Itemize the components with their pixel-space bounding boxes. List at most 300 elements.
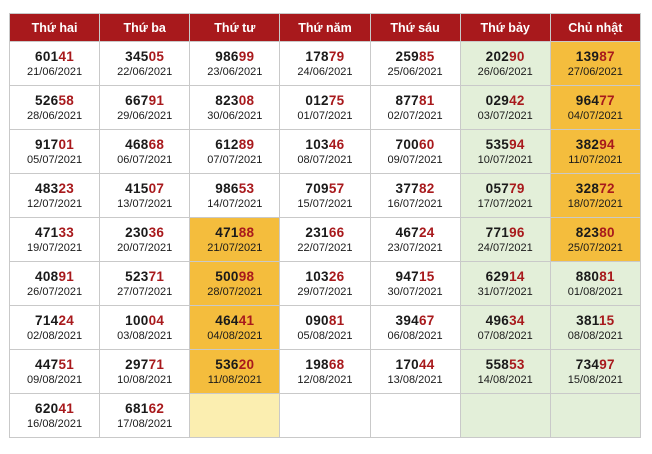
result-number-prefix: 170: [395, 357, 419, 372]
result-cell: [550, 350, 640, 394]
result-number-prefix: 464: [215, 313, 239, 328]
result-cell: [280, 350, 370, 394]
result-number-last-two: 79: [328, 49, 345, 64]
result-date: 03/07/2021: [477, 110, 533, 122]
result-number: [190, 312, 279, 329]
result-cell: [370, 174, 460, 218]
result-number-prefix: 483: [35, 181, 59, 196]
result-number-prefix: 259: [395, 49, 419, 64]
result-date: 10/08/2021: [117, 374, 173, 386]
result-date: 18/07/2021: [567, 198, 623, 210]
result-cell: [370, 218, 460, 262]
result-number-prefix: 601: [35, 49, 59, 64]
result-date: 27/07/2021: [117, 286, 173, 298]
result-cell: [10, 350, 100, 394]
table-row: [10, 218, 641, 262]
result-date: 15/07/2021: [297, 198, 353, 210]
result-number-prefix: 523: [125, 269, 149, 284]
result-cell: [280, 86, 370, 130]
result-date: 06/07/2021: [117, 154, 173, 166]
header-row: [10, 14, 641, 42]
result-cell: [370, 394, 460, 438]
result-number: [551, 356, 640, 373]
result-date: 24/06/2021: [297, 66, 353, 78]
result-number-last-two: 75: [328, 93, 345, 108]
result-date: 26/06/2021: [477, 66, 533, 78]
result-number-prefix: 823: [575, 225, 600, 240]
result-number-last-two: 57: [328, 181, 345, 196]
result-date: 04/08/2021: [207, 330, 263, 342]
result-date: 03/08/2021: [117, 330, 173, 342]
result-number-last-two: 07: [148, 181, 165, 196]
result-number-last-two: 15: [418, 269, 435, 284]
result-number-last-two: 82: [418, 181, 435, 196]
result-number-last-two: 26: [328, 269, 345, 284]
result-number-last-two: 14: [509, 269, 525, 284]
result-number: [461, 48, 550, 65]
result-cell: [100, 42, 190, 86]
result-number: [280, 224, 369, 241]
result-number-last-two: 81: [599, 269, 615, 284]
result-number: [371, 136, 460, 153]
result-number-last-two: 71: [148, 269, 165, 284]
result-number-last-two: 41: [58, 49, 75, 64]
result-number: [10, 92, 99, 109]
result-number-last-two: 01: [58, 137, 75, 152]
result-number-last-two: 97: [599, 357, 615, 372]
result-date: 16/08/2021: [27, 418, 83, 430]
result-number: [190, 356, 279, 373]
result-number-prefix: 103: [305, 137, 329, 152]
result-date: 13/07/2021: [117, 198, 173, 210]
result-date: 17/08/2021: [117, 418, 173, 430]
result-number-last-two: 85: [418, 49, 435, 64]
result-number: [100, 312, 189, 329]
result-number: [371, 268, 460, 285]
result-date: 22/06/2021: [117, 66, 173, 78]
result-date: 02/07/2021: [387, 110, 443, 122]
result-cell: [100, 218, 190, 262]
result-date: 23/07/2021: [387, 242, 443, 254]
result-date: 29/06/2021: [117, 110, 173, 122]
result-cell: [190, 262, 280, 306]
result-number-last-two: 66: [328, 225, 345, 240]
result-number-prefix: 558: [485, 357, 510, 372]
result-number: [551, 48, 640, 65]
result-number: [551, 312, 640, 329]
result-number-last-two: 08: [238, 93, 255, 108]
result-cell: [100, 394, 190, 438]
result-date: 25/06/2021: [387, 66, 443, 78]
result-number-last-two: 04: [148, 313, 165, 328]
result-date: 11/07/2021: [568, 154, 623, 166]
result-number-prefix: 823: [215, 93, 239, 108]
table-row: [10, 350, 641, 394]
header-monday: Thứ hai: [10, 14, 100, 42]
result-number: [10, 268, 99, 285]
result-number-prefix: 090: [305, 313, 329, 328]
result-number-prefix: 986: [215, 49, 239, 64]
result-number: [100, 48, 189, 65]
result-date: 21/07/2021: [207, 242, 263, 254]
result-date: 30/07/2021: [387, 286, 443, 298]
result-date: 28/07/2021: [207, 286, 263, 298]
result-number-prefix: 231: [305, 225, 329, 240]
result-number-last-two: 94: [509, 137, 525, 152]
result-number-last-two: 72: [599, 181, 615, 196]
result-date: 09/08/2021: [27, 374, 83, 386]
result-number: [551, 180, 640, 197]
result-cell: [190, 42, 280, 86]
result-date: 21/06/2021: [27, 66, 83, 78]
result-date: 07/07/2021: [207, 154, 263, 166]
result-cell: [460, 306, 550, 350]
header-saturday: Thứ bảy: [460, 14, 550, 42]
table-row: [10, 262, 641, 306]
result-number: [280, 48, 369, 65]
result-cell: [550, 130, 640, 174]
result-date: 12/07/2021: [27, 198, 83, 210]
result-number-prefix: 198: [305, 357, 329, 372]
result-number-last-two: 68: [328, 357, 345, 372]
result-number-prefix: 880: [575, 269, 600, 284]
result-number-last-two: 53: [238, 181, 255, 196]
result-date: 29/07/2021: [297, 286, 353, 298]
result-cell: [10, 306, 100, 350]
result-number-prefix: 734: [575, 357, 600, 372]
result-cell: [460, 350, 550, 394]
result-date: 14/08/2021: [477, 374, 533, 386]
result-date: 31/07/2021: [477, 286, 533, 298]
result-date: 23/06/2021: [207, 66, 263, 78]
result-number-prefix: 381: [576, 313, 599, 328]
result-number-prefix: 496: [485, 313, 510, 328]
result-number: [551, 92, 640, 109]
result-date: 08/08/2021: [567, 330, 623, 342]
result-cell: [10, 42, 100, 86]
result-number-prefix: 394: [395, 313, 419, 328]
result-date: 04/07/2021: [567, 110, 623, 122]
result-cell: [550, 394, 640, 438]
result-date: 12/08/2021: [297, 374, 353, 386]
header-sunday: Chủ nhật: [550, 14, 640, 42]
result-number-prefix: 377: [395, 181, 419, 196]
result-cell: [10, 130, 100, 174]
result-cell: [190, 218, 280, 262]
result-number: [190, 92, 279, 109]
result-date: 02/08/2021: [27, 330, 83, 342]
result-date: 30/06/2021: [207, 110, 263, 122]
result-number: [10, 312, 99, 329]
result-date: 26/07/2021: [27, 286, 83, 298]
result-date: 28/06/2021: [27, 110, 83, 122]
result-date: 27/06/2021: [567, 66, 623, 78]
result-number-last-two: 71: [148, 357, 165, 372]
result-cell: [460, 42, 550, 86]
header-friday: Thứ sáu: [370, 14, 460, 42]
result-number-last-two: 41: [238, 313, 255, 328]
result-date: 16/07/2021: [387, 198, 443, 210]
result-date: 06/08/2021: [387, 330, 443, 342]
result-number-last-two: 23: [58, 181, 75, 196]
result-number-last-two: 91: [148, 93, 165, 108]
result-date: 11/08/2021: [207, 374, 262, 386]
result-number-last-two: 79: [509, 181, 525, 196]
result-date: 10/07/2021: [477, 154, 533, 166]
result-number-prefix: 468: [125, 137, 149, 152]
result-number: [280, 92, 369, 109]
result-number-last-two: 62: [148, 401, 165, 416]
result-number: [10, 136, 99, 153]
table-row: [10, 394, 641, 438]
result-cell: [370, 130, 460, 174]
result-number: [371, 224, 460, 241]
result-cell: [280, 218, 370, 262]
result-number-last-two: 05: [148, 49, 165, 64]
result-number-prefix: 345: [125, 49, 149, 64]
result-number-prefix: 620: [35, 401, 59, 416]
result-number: [551, 268, 640, 285]
result-number-last-two: 46: [328, 137, 345, 152]
result-number-prefix: 178: [305, 49, 329, 64]
result-number-prefix: 408: [35, 269, 59, 284]
result-number-last-two: 44: [418, 357, 435, 372]
result-number-last-two: 89: [238, 137, 255, 152]
result-cell: [370, 306, 460, 350]
result-number: [100, 180, 189, 197]
result-number: [100, 136, 189, 153]
result-number-prefix: 629: [485, 269, 510, 284]
result-cell: [190, 174, 280, 218]
result-number: [10, 180, 99, 197]
result-date: 22/07/2021: [297, 242, 353, 254]
result-date: 20/07/2021: [117, 242, 173, 254]
result-number: [371, 48, 460, 65]
result-number: [280, 356, 369, 373]
result-number-last-two: 24: [58, 313, 75, 328]
result-date: 17/07/2021: [477, 198, 533, 210]
result-number: [280, 136, 369, 153]
result-cell: [280, 174, 370, 218]
result-date: 05/08/2021: [297, 330, 353, 342]
header-tuesday: Thứ ba: [100, 14, 190, 42]
result-number: [371, 180, 460, 197]
result-number: [190, 136, 279, 153]
result-cell: [10, 394, 100, 438]
result-number-prefix: 471: [215, 225, 239, 240]
table-row: [10, 130, 641, 174]
result-date: 14/07/2021: [207, 198, 263, 210]
result-number-prefix: 029: [485, 93, 510, 108]
result-number: [10, 224, 99, 241]
result-number: [100, 356, 189, 373]
table-row: [10, 42, 641, 86]
result-cell: [550, 262, 640, 306]
result-date: 25/07/2021: [567, 242, 623, 254]
result-number-prefix: 202: [485, 49, 510, 64]
result-number-prefix: 986: [215, 181, 239, 196]
result-date: 01/08/2021: [567, 286, 623, 298]
result-number-last-two: 33: [58, 225, 75, 240]
result-number-prefix: 103: [305, 269, 329, 284]
result-number-prefix: 700: [395, 137, 419, 152]
result-cell: [550, 218, 640, 262]
result-cell: [100, 130, 190, 174]
result-number-prefix: 709: [305, 181, 329, 196]
result-number-last-two: 42: [509, 93, 525, 108]
result-number: [10, 356, 99, 373]
result-number-last-two: 81: [418, 93, 435, 108]
result-number: [461, 356, 550, 373]
result-number-last-two: 68: [148, 137, 165, 152]
result-number-prefix: 471: [35, 225, 59, 240]
result-cell: [190, 350, 280, 394]
result-number-prefix: 917: [35, 137, 59, 152]
result-number-last-two: 51: [58, 357, 75, 372]
result-cell: [280, 262, 370, 306]
result-cell: [280, 394, 370, 438]
result-number-prefix: 964: [575, 93, 600, 108]
result-cell: [10, 174, 100, 218]
result-cell: [460, 218, 550, 262]
result-date: 01/07/2021: [297, 110, 353, 122]
result-cell: [460, 86, 550, 130]
result-number-prefix: 230: [125, 225, 149, 240]
result-number-prefix: 467: [395, 225, 419, 240]
result-number: [280, 312, 369, 329]
result-number: [461, 180, 550, 197]
result-cell: [280, 130, 370, 174]
result-number-prefix: 100: [125, 313, 149, 328]
result-number-last-two: 60: [418, 137, 435, 152]
result-number: [100, 224, 189, 241]
result-date: 07/08/2021: [477, 330, 533, 342]
result-number: [371, 312, 460, 329]
header-thursday: Thứ năm: [280, 14, 370, 42]
result-number: [190, 268, 279, 285]
result-date: 05/07/2021: [27, 154, 83, 166]
result-cell: [100, 262, 190, 306]
result-cell: [370, 86, 460, 130]
result-number-last-two: 53: [509, 357, 525, 372]
result-cell: [10, 262, 100, 306]
result-number: [190, 224, 279, 241]
results-table: [9, 13, 641, 438]
result-number: [190, 48, 279, 65]
result-number: [461, 224, 550, 241]
result-cell: [370, 262, 460, 306]
result-number-last-two: 98: [238, 269, 255, 284]
result-number-last-two: 34: [509, 313, 525, 328]
result-number-prefix: 382: [575, 137, 600, 152]
result-number-prefix: 681: [125, 401, 149, 416]
result-number-prefix: 526: [35, 93, 59, 108]
result-number-last-two: 99: [238, 49, 255, 64]
result-cell: [460, 130, 550, 174]
result-cell: [190, 394, 280, 438]
result-cell: [550, 174, 640, 218]
result-number-last-two: 20: [238, 357, 255, 372]
result-cell: [460, 174, 550, 218]
result-cell: [100, 86, 190, 130]
result-cell: [190, 130, 280, 174]
results-body: [10, 42, 641, 438]
result-number-prefix: 447: [35, 357, 59, 372]
result-number-last-two: 88: [238, 225, 255, 240]
result-cell: [100, 306, 190, 350]
result-number: [280, 268, 369, 285]
result-number-last-two: 67: [418, 313, 435, 328]
table-row: [10, 306, 641, 350]
table-row: [10, 86, 641, 130]
result-number: [100, 92, 189, 109]
result-number: [371, 92, 460, 109]
result-number-last-two: 41: [58, 401, 75, 416]
result-number-prefix: 415: [125, 181, 149, 196]
result-cell: [550, 306, 640, 350]
result-number: [461, 136, 550, 153]
result-number-last-two: 91: [58, 269, 75, 284]
result-date: 13/08/2021: [387, 374, 443, 386]
result-number-last-two: 80: [599, 225, 615, 240]
result-number: [371, 356, 460, 373]
result-cell: [190, 306, 280, 350]
result-number: [100, 400, 189, 417]
result-cell: [100, 174, 190, 218]
result-number-prefix: 667: [125, 93, 149, 108]
result-number-last-two: 24: [418, 225, 435, 240]
result-cell: [370, 350, 460, 394]
result-number: [461, 312, 550, 329]
result-date: 24/07/2021: [477, 242, 533, 254]
result-date: 15/08/2021: [567, 374, 623, 386]
result-number: [190, 180, 279, 197]
result-number: [551, 136, 640, 153]
result-number-prefix: 612: [215, 137, 239, 152]
result-date: 09/07/2021: [387, 154, 443, 166]
result-cell: [550, 42, 640, 86]
result-number-prefix: 714: [35, 313, 59, 328]
result-number-last-two: 15: [598, 313, 615, 328]
result-number-last-two: 94: [599, 137, 615, 152]
result-number-last-two: 90: [509, 49, 525, 64]
result-number-prefix: 771: [485, 225, 510, 240]
result-cell: [460, 394, 550, 438]
result-number-prefix: 297: [125, 357, 149, 372]
result-cell: [280, 42, 370, 86]
result-cell: [10, 86, 100, 130]
result-number: [100, 268, 189, 285]
result-date: 08/07/2021: [297, 154, 353, 166]
result-number-prefix: 328: [575, 181, 600, 196]
result-number-prefix: 012: [305, 93, 329, 108]
table-row: [10, 174, 641, 218]
result-cell: [100, 350, 190, 394]
result-number: [461, 268, 550, 285]
result-number-last-two: 36: [148, 225, 165, 240]
result-number: [461, 92, 550, 109]
result-number-prefix: 535: [485, 137, 510, 152]
result-cell: [190, 86, 280, 130]
result-cell: [460, 262, 550, 306]
result-number-prefix: 877: [395, 93, 419, 108]
result-number: [280, 180, 369, 197]
result-number-prefix: 536: [215, 357, 239, 372]
result-cell: [280, 306, 370, 350]
result-cell: [550, 86, 640, 130]
result-cell: [10, 218, 100, 262]
result-number-prefix: 947: [395, 269, 419, 284]
